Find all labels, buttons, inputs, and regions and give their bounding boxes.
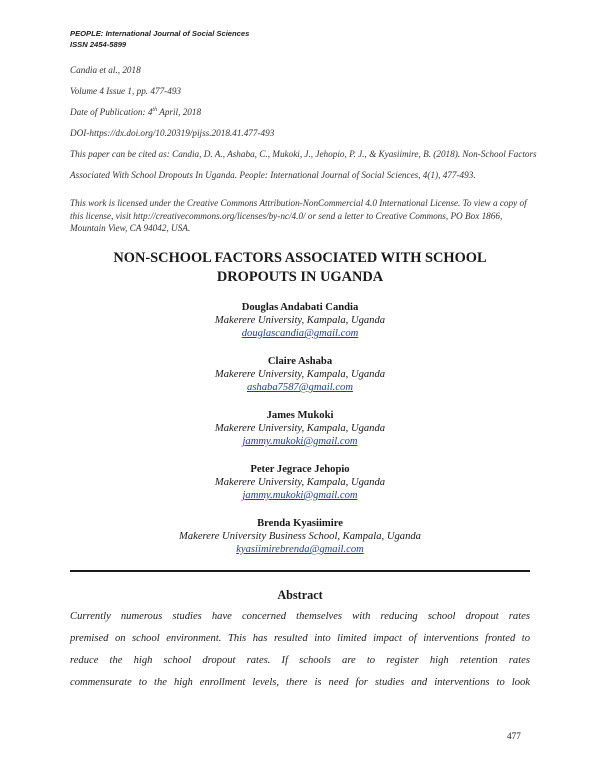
title-line-2: DROPOUTS IN UGANDA (216, 268, 384, 285)
journal-issn: ISSN 2454-5899 (70, 40, 127, 49)
author-block (70, 301, 530, 355)
journal-name: PEOPLE: International Journal of Social Sciences (70, 29, 250, 38)
title-line-1: NON-SCHOOL FACTORS ASSOCIATED WITH SCHOOL (113, 250, 487, 266)
abstract-body (70, 606, 530, 694)
author-block (70, 355, 530, 409)
doi-link[interactable]: DOI-https://dx.doi.org/10.20319/pijss.2018.41.477-493 (70, 128, 275, 138)
page-number: 477 (507, 731, 521, 741)
author-block (70, 517, 530, 571)
paper-title (70, 249, 530, 286)
author-email-link[interactable]: jammy.mukoki@gmail.com (242, 490, 358, 501)
author-affiliation: Makerere University, Kampala, Uganda (214, 423, 386, 434)
author-affiliation: Makerere University, Kampala, Uganda (214, 315, 386, 326)
author-affiliation: Makerere University Business School, Kampala, Uganda (179, 531, 421, 542)
abstract-line: premised on school environment. This has resulted into limited impact of interventions fronted to (70, 633, 530, 644)
author-email-link[interactable]: kyasiimirebrenda@gmail.com (236, 544, 364, 555)
journal-header (70, 28, 249, 50)
publication-date: Date of Publication: 4th April, 2018 (70, 106, 202, 117)
abstract-line: Currently numerous studies have concerned themselves with reducing school dropout rates (70, 611, 530, 622)
author-affiliation: Makerere University, Kampala, Uganda (214, 477, 386, 488)
author-affiliation: Makerere University, Kampala, Uganda (214, 369, 386, 380)
author-block (70, 409, 530, 463)
citation-text: This paper can be cited as: Candia, D. A., Ashaba, C., Mukoki, J., Jehopio, P. J., & Kyasiimire, B. (2018). Non-School Factors Associated With School Dropouts In Uganda. People: International Journal of Social Sciences, 4(1), 477-493. (70, 149, 537, 180)
volume-info: Volume 4 Issue 1, pp. 477-493 (70, 86, 182, 96)
author-name: Peter Jegrace Jehopio (250, 464, 350, 475)
abstract-line: reduce the high school dropout rates. If schools are to register high retention rates (70, 655, 530, 666)
short-citation: Candia et al., 2018 (70, 65, 141, 75)
author-name: Brenda Kyasiimire (257, 518, 343, 529)
author-email-link[interactable]: douglascandia@gmail.com (241, 328, 359, 339)
author-block (70, 463, 530, 517)
author-name: James Mukoki (266, 410, 334, 421)
abstract-line: commensurate to the high enrollment levels, there is need for studies and interventions to look (70, 677, 530, 688)
author-name: Claire Ashaba (267, 356, 333, 367)
section-divider (70, 570, 530, 572)
author-name: Douglas Andabati Candia (241, 302, 359, 313)
article-metadata (70, 60, 540, 186)
author-email-link[interactable]: ashaba7587@gmail.com (247, 382, 353, 393)
author-email-link[interactable]: jammy.mukoki@gmail.com (242, 436, 358, 447)
abstract-heading: Abstract (277, 588, 323, 602)
license-notice: This work is licensed under the Creative Commons Attribution-NonCommercial 4.0 International License. To view a copy of this license, visit http://creativecommons.org/licenses/by-nc/4.0/ or send a letter to Creative Commons, PO Box 1866, Mountain View, CA 94042, USA. (70, 198, 527, 234)
author-list (70, 301, 530, 571)
